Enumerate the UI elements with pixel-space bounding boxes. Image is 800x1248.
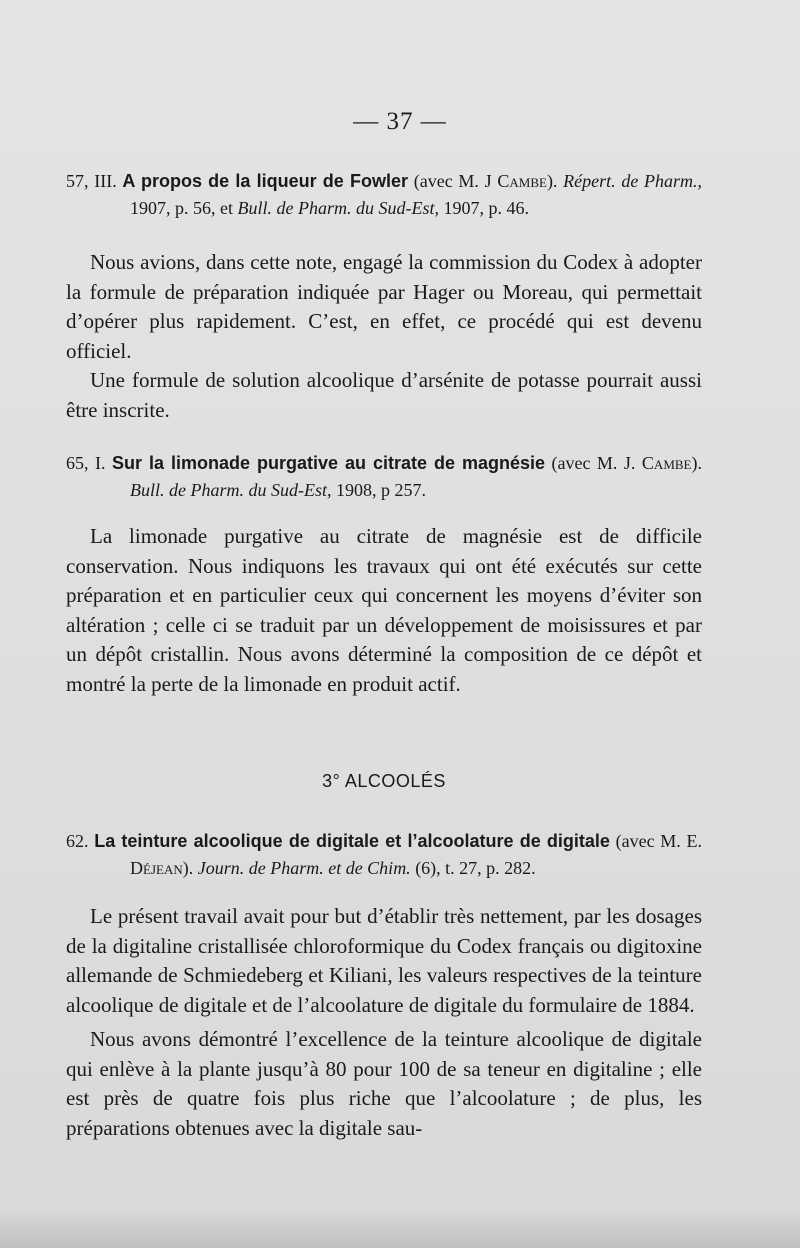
entry-journal: Journ. de Pharm. et de Chim. xyxy=(197,858,411,878)
paragraph: Nous avons démontré l’excellence de la teinture alcoolique de digitale qui enlève à la plante jusqu’à 80 pour 100 de sa teneur en digitaline ; elle est près de quatre fois plus riche que l’alcoolature ; de plus, les préparations obtenues avec la digitale sau- xyxy=(66,1027,702,1140)
page-number: — 37 — xyxy=(353,108,447,135)
entry-reference: , 1907, p. 56, et xyxy=(130,171,703,218)
entry-journal: Bull. de Pharm. du Sud-Est, xyxy=(130,480,332,500)
paragraph: Le présent travail avait pour but d’établir très nettement, par les dosages de la digitaline cristallisée chloroformique du Codex français ou digitoxine allemande de Schmiedeberg et Kiliani, les valeurs respectives de la teinture alcoolique de digitale et de l’alcoolature de digitale du formulaire de 1884. xyxy=(66,904,702,1017)
entry-title: La teinture alcoolique de digitale et l’alcoolature de digitale xyxy=(94,831,610,851)
entry-reference-2: 1907, p. 46. xyxy=(438,198,529,218)
paragraph: Nous avions, dans cette note, engagé la commission du Codex à adopter la formule de préparation indiquée par Hager ou Moreau, qui permettait d’opérer plus rapidement. C’est, en effet, ce procédé qui est devenu officiel. xyxy=(66,250,702,363)
entry-number: 62. xyxy=(66,831,89,851)
text-column xyxy=(66,168,702,1143)
entry-authors-close: ). xyxy=(691,453,702,473)
entry-reference: 1908, p 257. xyxy=(331,480,426,500)
reference-entry-62 xyxy=(66,828,702,882)
paragraph: Une formule de solution alcoolique d’arsénite de potasse pourrait aussi être inscrite. xyxy=(66,368,702,422)
entry-title: A propos de la liqueur de Fowler xyxy=(122,171,409,191)
entry-number: 65, I. xyxy=(66,453,106,473)
entry-authors-open: (avec M. J xyxy=(408,171,498,191)
page-edge-shadow xyxy=(0,1210,800,1248)
reference-entry-57 xyxy=(66,168,702,222)
entry-journal-2: Bull. de Pharm. du Sud-Est, xyxy=(237,198,439,218)
entry-reference: (6), t. 27, p. 282. xyxy=(410,858,536,878)
entry-authors-open: (avec M. E. xyxy=(609,831,702,851)
entry-authors-close: ). xyxy=(546,171,564,191)
entry-author: Déjean xyxy=(130,858,183,878)
entry-authors-open: (avec M. J. xyxy=(545,453,642,473)
entry-journal: Répert. de Pharm. xyxy=(563,171,698,191)
entry-author: Cambe xyxy=(497,171,547,191)
reference-entry-65 xyxy=(66,450,702,504)
section-heading: 3° ALCOOLÉS xyxy=(322,771,446,791)
entry-number: 57, III. xyxy=(66,171,117,191)
entry-title: Sur la limonade purgative au citrate de magnésie xyxy=(111,453,545,473)
entry-authors-close: ). xyxy=(182,858,198,878)
entry-author: Cambe xyxy=(641,453,692,473)
paragraph: La limonade purgative au citrate de magnésie est de difficile conservation. Nous indiquons les travaux qui ont été exécutés sur cette préparation et en particulier ceux qui concernent les moyens d’éviter son altération ; celle ci se traduit par un développement de moisissures et par un dépôt cristallin. Nous avons déterminé la composition de ce dépôt et montré la perte de la limonade en produit actif. xyxy=(66,524,702,696)
